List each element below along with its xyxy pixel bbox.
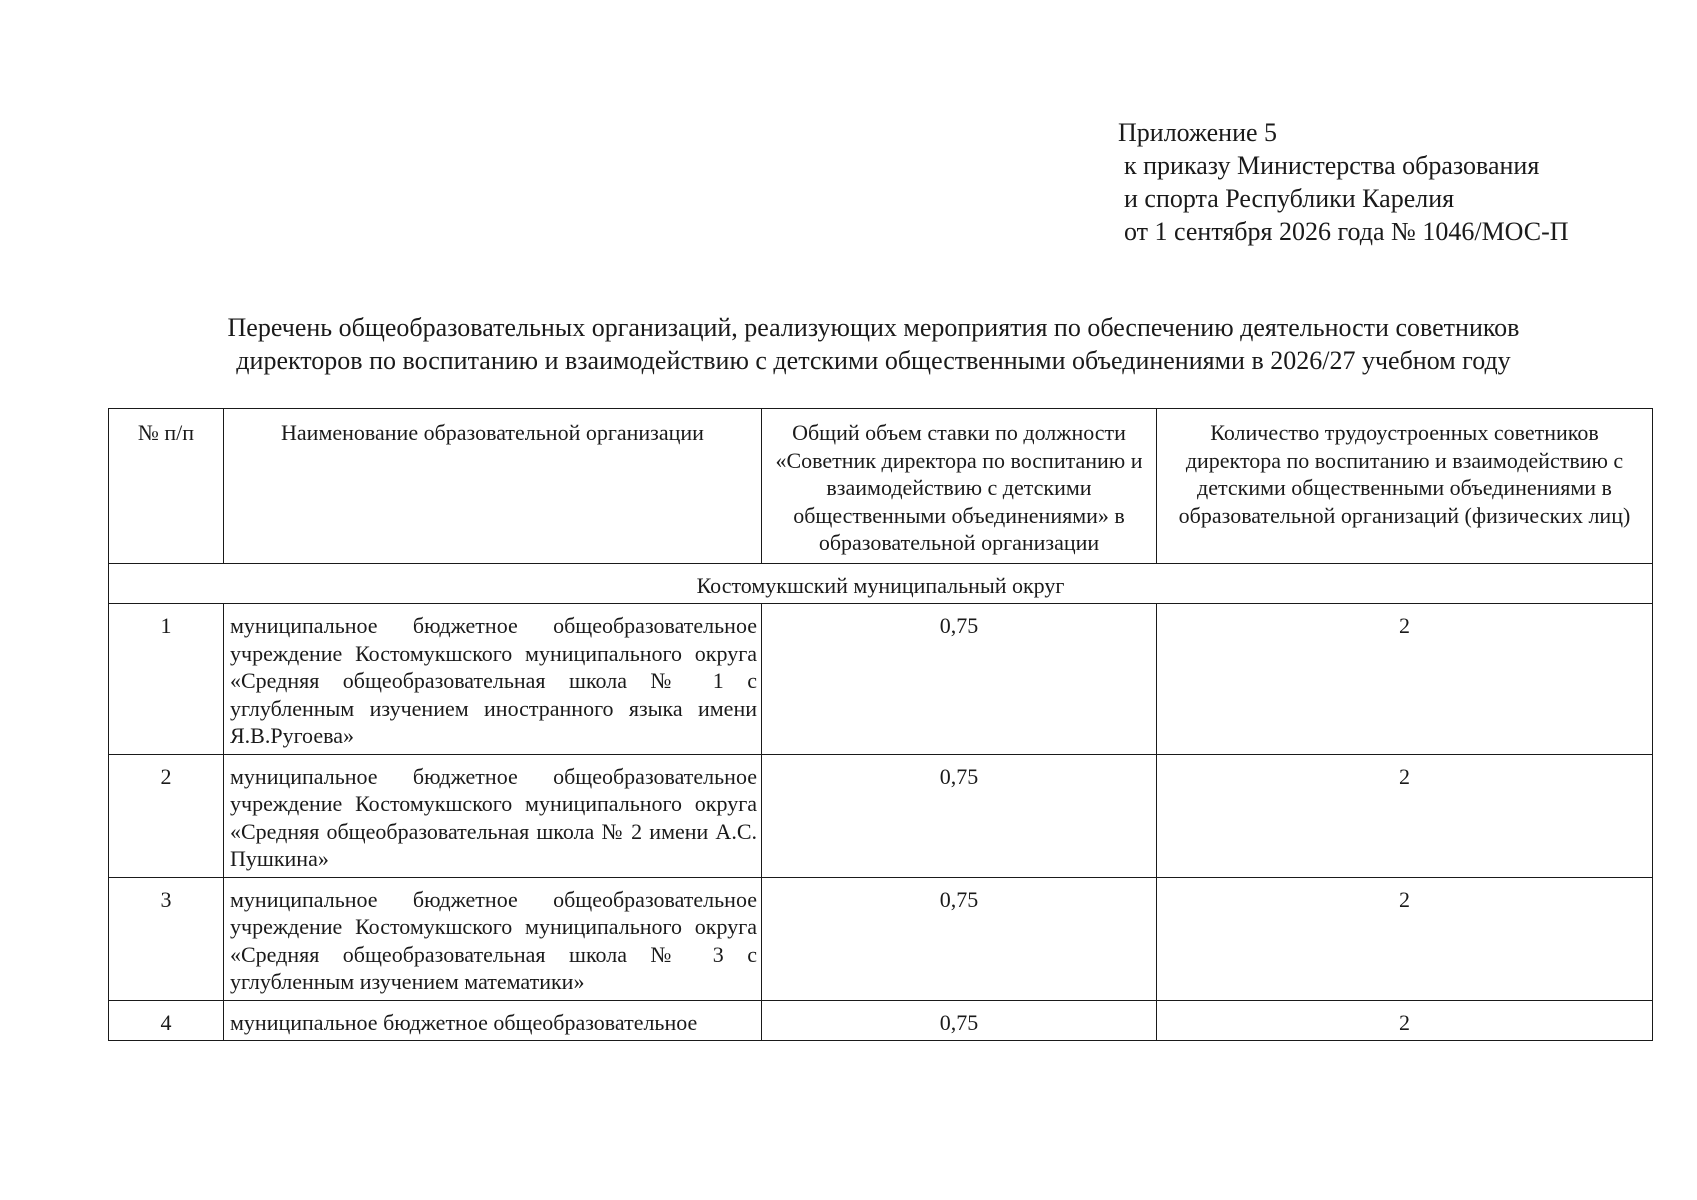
table-row (109, 1000, 1653, 1041)
appendix-order-ref: к приказу Министерства образования (1124, 151, 1540, 180)
header-rate-volume: Общий объем ставки по должности «Советник директора по воспитанию и взаимодействию с детскими общественными объединениями» в образовательной организации (762, 409, 1157, 564)
row-rate: 0,75 (762, 1000, 1157, 1041)
row-organization-name: муниципальное бюджетное общеобразовательное учреждение Костомукшского муниципального округа «Средняя общеобразовательная школа № 1 с углубленным изучением иностранного языка имени Я.В.Ругоева» (224, 604, 762, 755)
appendix-ministry: и спорта Республики Карелия (1124, 184, 1455, 213)
region-name: Костомукшский муниципальный округ (109, 563, 1653, 604)
row-number: 3 (109, 877, 224, 1000)
document-title-line-2: директоров по воспитанию и взаимодействию с детскими общественными объединениями в 2026/27 учебном году (236, 346, 1511, 375)
row-number: 4 (109, 1000, 224, 1041)
row-number: 2 (109, 754, 224, 877)
table-row (109, 754, 1653, 877)
table-row (109, 877, 1653, 1000)
appendix-block (1118, 116, 1569, 248)
document-title (100, 311, 1647, 377)
row-count: 2 (1157, 754, 1653, 877)
region-row (109, 563, 1653, 604)
row-organization-name: муниципальное бюджетное общеобразовательное учреждение Костомукшского муниципального округа «Средняя общеобразовательная школа № 2 имени А.С. Пушкина» (224, 754, 762, 877)
appendix-order-date: от 1 сентября 2026 года № 1046/МОС-П (1124, 217, 1569, 246)
row-count: 2 (1157, 1000, 1653, 1041)
row-count: 2 (1157, 604, 1653, 755)
row-number: 1 (109, 604, 224, 755)
table-header-row (109, 409, 1653, 564)
organizations-table (108, 408, 1653, 1041)
header-number: № п/п (109, 409, 224, 564)
appendix-number: Приложение 5 (1118, 118, 1278, 147)
row-organization-name: муниципальное бюджетное общеобразовательное учреждение Костомукшского муниципального округа «Средняя общеобразовательная школа № 3 с углубленным изучением математики» (224, 877, 762, 1000)
row-rate: 0,75 (762, 604, 1157, 755)
header-organization-name: Наименование образовательной организации (224, 409, 762, 564)
row-rate: 0,75 (762, 877, 1157, 1000)
document-title-line-1: Перечень общеобразовательных организаций, реализующих мероприятия по обеспечению деятельности советников (227, 313, 1520, 342)
header-employed-count: Количество трудоустроенных советников директора по воспитанию и взаимодействию с детскими общественными объединениями в образовательной организаций (физических лиц) (1157, 409, 1653, 564)
row-count: 2 (1157, 877, 1653, 1000)
table-row (109, 604, 1653, 755)
row-organization-name: муниципальное бюджетное общеобразовательное (224, 1000, 762, 1041)
row-rate: 0,75 (762, 754, 1157, 877)
